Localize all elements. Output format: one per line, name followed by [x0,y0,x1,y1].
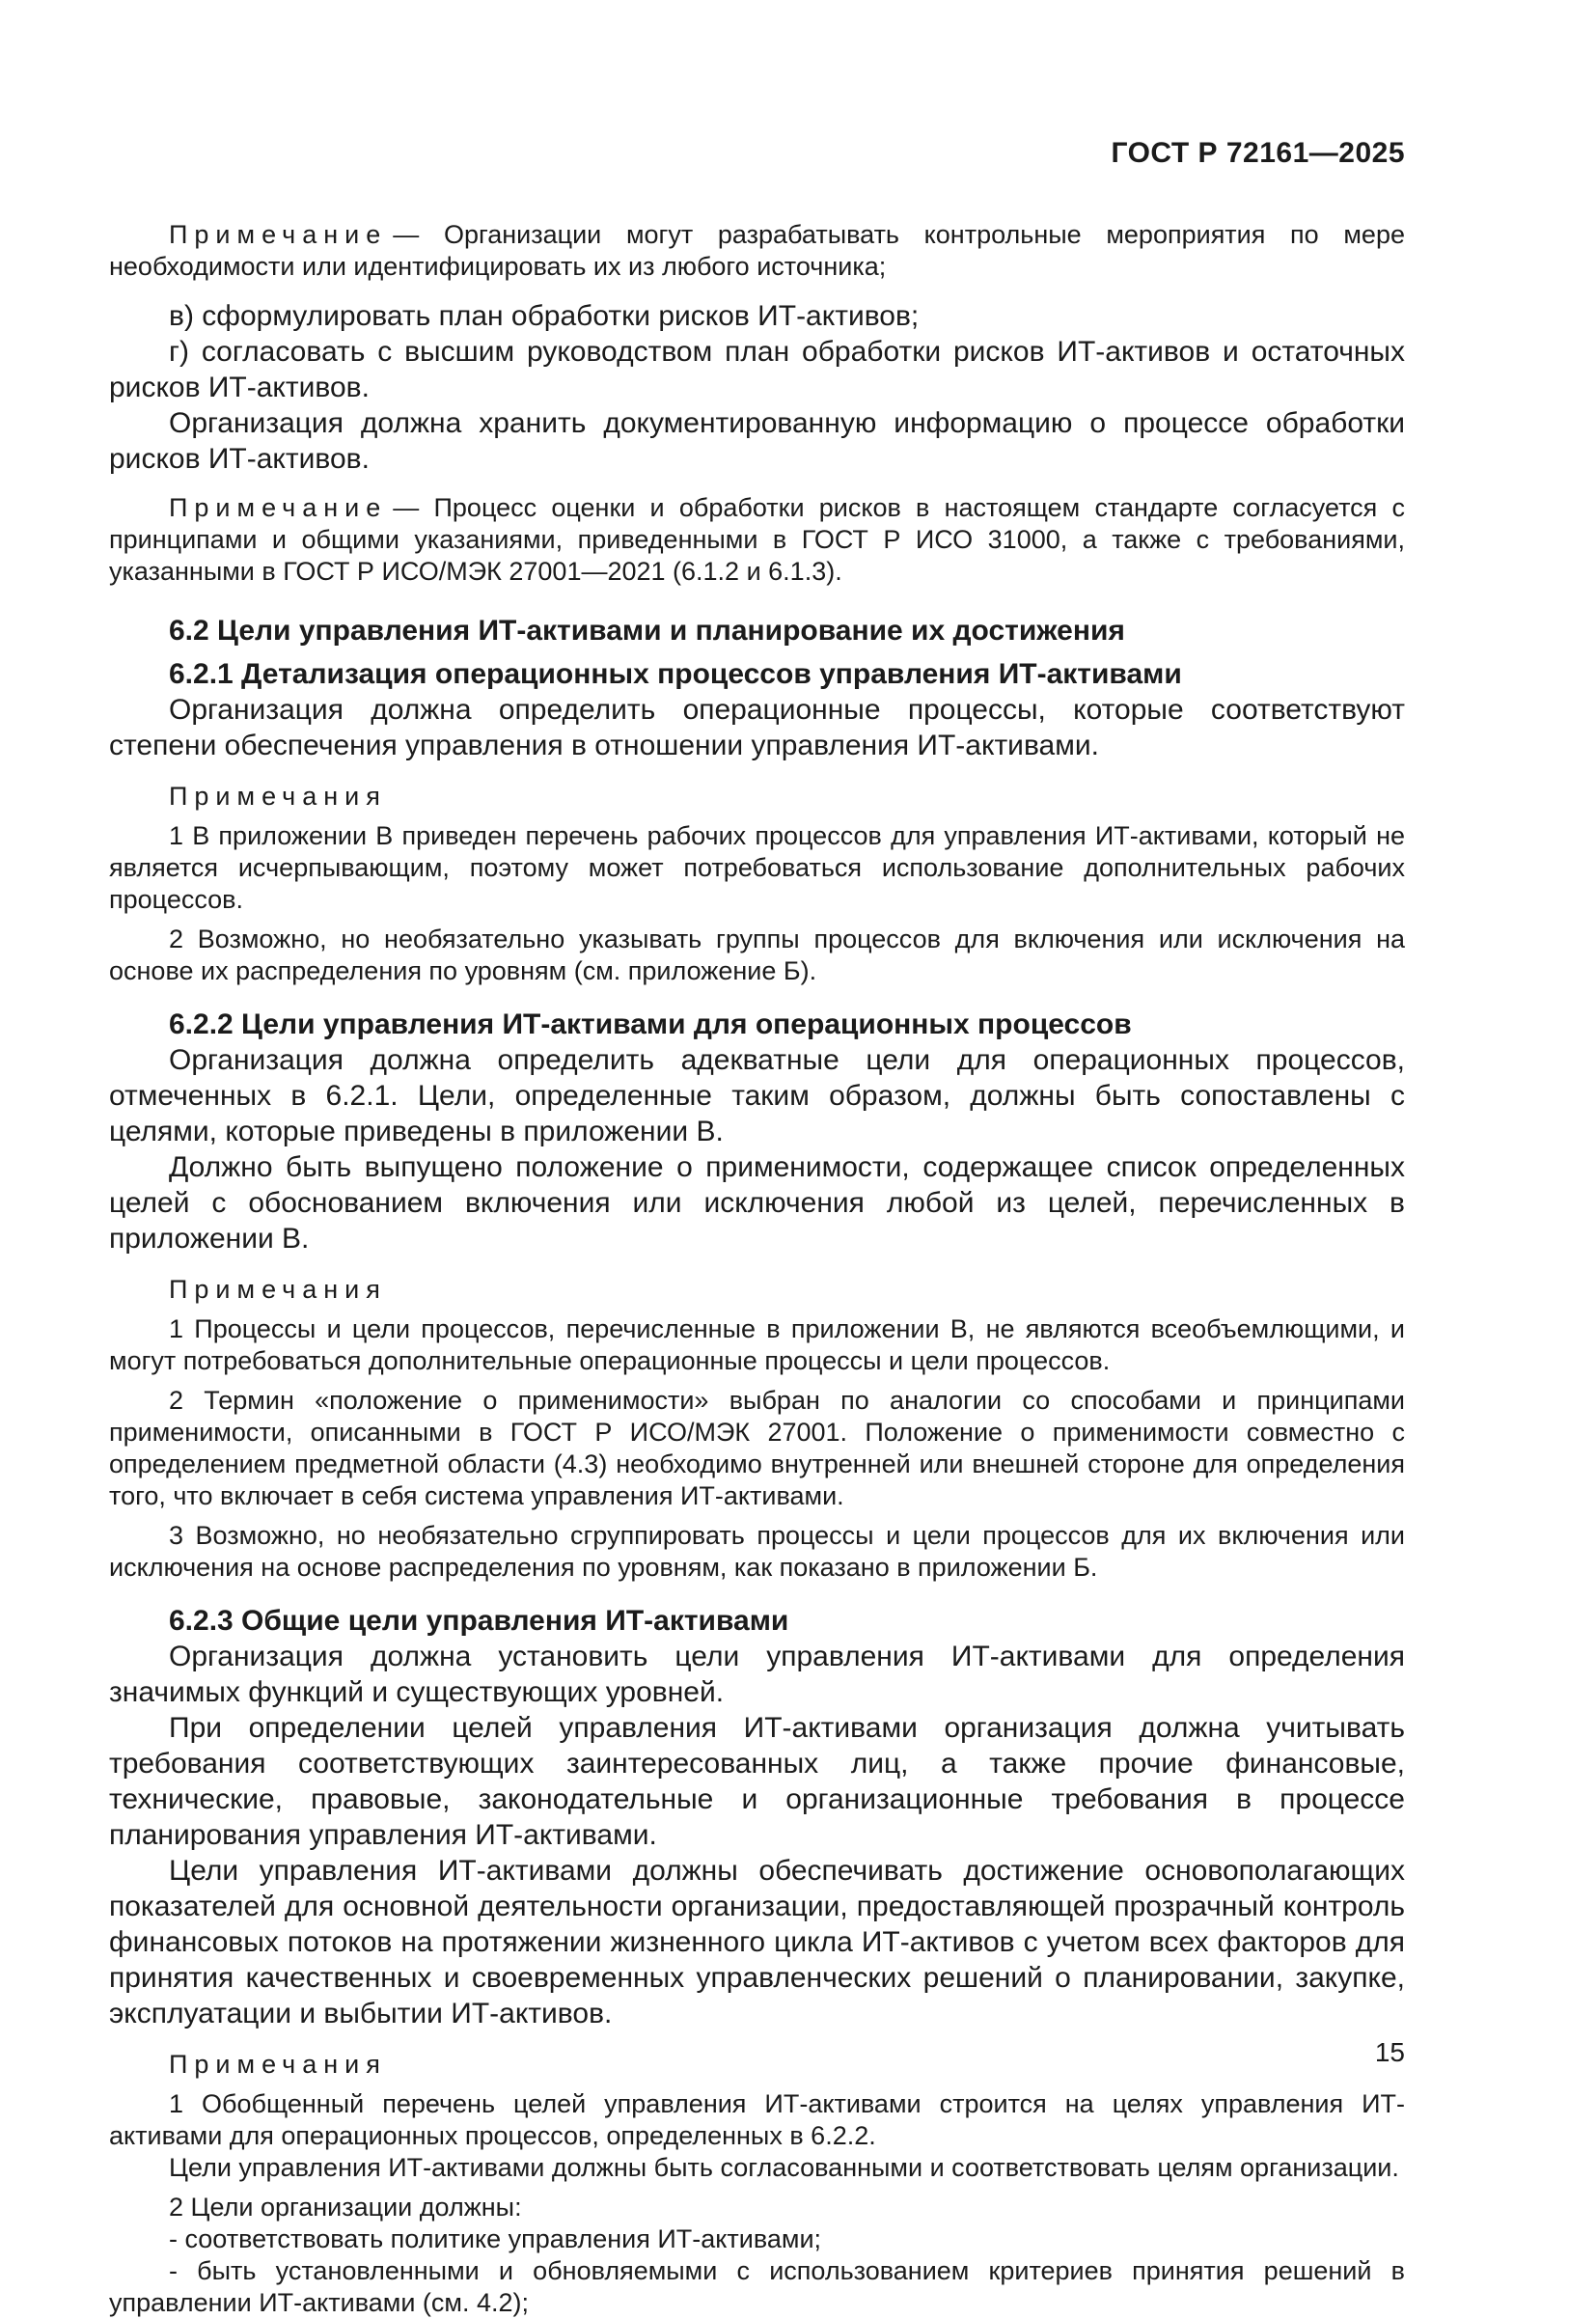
note-item-1-continuation: Цели управления ИТ-активами должны быть согласованными и соответствовать целям организации. [169,2153,1399,2182]
document-page [109,0,1405,2319]
standard-code-header: ГОСТ Р 72161—2025 [1111,137,1405,169]
note-bullet-1: - соответствовать политике управления ИТ-активами; [169,2224,822,2253]
list-item-v: в) сформулировать план обработки рисков ИТ-активов; [169,300,920,332]
notes-label: Примечания [169,2050,387,2079]
note-item-2: 2 Цели организации должны: [169,2193,522,2222]
note-text: — Организации могут разрабатывать контрольные мероприятия по мере необходимости или идентифицировать их из любого источника; [109,220,1405,281]
note-label: Примечание [169,220,388,249]
paragraph-operational-processes: Организация должна определить операционные процессы, которые соответствуют степени обеспечения управления в отношении управления ИТ-активами. [109,694,1405,761]
section-heading-6-2-2: 6.2.2 Цели управления ИТ-активами для операционных процессов [169,1008,1132,1040]
note-item-2: 2 Возможно, но необязательно указывать группы процессов для включения или исключения на основе их распределения по уровням (см. приложение Б). [109,925,1405,985]
notes-label: Примечания [169,1275,387,1304]
paragraph-applicability-statement: Должно быть выпущено положение о применимости, содержащее список определенных целей с обоснованием включения или исключения любой из целей, перечисленных в приложении В. [109,1151,1405,1255]
note-item-1: 1 Процессы и цели процессов, перечисленные в приложении В, не являются всеобъемлющими, и могут потребоваться дополнительные операционные процессы и цели процессов. [109,1314,1405,1375]
note-label: Примечание [169,493,388,522]
note-item-2: 2 Термин «положение о применимости» выбран по аналогии со способами и принципами применимости, описанными в ГОСТ Р ИСО/МЭК 27001. Положение о применимости совместно с определением предметной области (4.3) необходимо внутренней или внешней стороне для определения того, что включает в себя система управления ИТ-активами. [109,1386,1405,1510]
paragraph-establish-goals: Организация должна установить цели управления ИТ-активами для определения значимых функций и существующих уровней. [109,1641,1405,1708]
paragraph-goals-ensure: Цели управления ИТ-активами должны обеспечивать достижение основополагающих показателей для основной деятельности организации, предоставляющей прозрачный контроль финансовых потоков на протяжении жизненного цикла ИТ-активов с учетом всех факторов для принятия качественных и своевременных управленческих решений о планировании, закупке, эксплуатации и выбытии ИТ-активов. [109,1855,1405,2029]
note-item-1: 1 Обобщенный перечень целей управления ИТ-активами строится на целях управления ИТ-активами для операционных процессов, определенных в 6.2.2. [109,2089,1405,2150]
paragraph-store-info: Организация должна хранить документированную информацию о процессе обработки рисков ИТ-активов. [109,407,1405,475]
paragraph-considering-requirements: При определении целей управления ИТ-активами организация должна учитывать требования соответствующих заинтересованных лиц, а также прочие финансовые, технические, правовые, законодательные и организационные требования в процессе планирования управления ИТ-активами. [109,1712,1405,1851]
note-text: — Процесс оценки и обработки рисков в настоящем стандарте согласуется с принципами и общими указаниями, приведенными в ГОСТ Р ИСО 31000, а также с требованиями, указанными в ГОСТ Р ИСО/МЭК 27001—2021 (6.1.2 и 6.1.3). [109,493,1405,586]
notes-label: Примечания [169,782,387,811]
section-heading-6-2: 6.2 Цели управления ИТ-активами и планирование их достижения [169,615,1125,647]
section-heading-6-2-1: 6.2.1 Детализация операционных процессов управления ИТ-активами [169,658,1182,690]
note-item-1: 1 В приложении В приведен перечень рабочих процессов для управления ИТ-активами, который не является исчерпывающим, поэтому может потребоваться использование дополнительных рабочих процессов. [109,821,1405,914]
note-paragraph [109,219,1405,283]
note-bullet-2: - быть установленными и обновляемыми с использованием критериев принятия решений в управлении ИТ-активами (см. 4.2); [109,2256,1405,2317]
list-item-g: г) согласовать с высшим руководством план обработки рисков ИТ-активов и остаточных рисков ИТ-активов. [109,336,1405,403]
section-heading-6-2-3: 6.2.3 Общие цели управления ИТ-активами [169,1605,789,1637]
note-paragraph [109,492,1405,588]
page-number: 15 [1374,2037,1405,2067]
paragraph-adequate-goals: Организация должна определить адекватные цели для операционных процессов, отмеченных в 6.2.1. Цели, определенные таким образом, должны быть сопоставлены с целями, которые приведены в приложении В. [109,1044,1405,1147]
note-item-3: 3 Возможно, но необязательно сгруппировать процессы и цели процессов для их включения или исключения на основе распределения по уровням, как показано в приложении Б. [109,1521,1405,1582]
